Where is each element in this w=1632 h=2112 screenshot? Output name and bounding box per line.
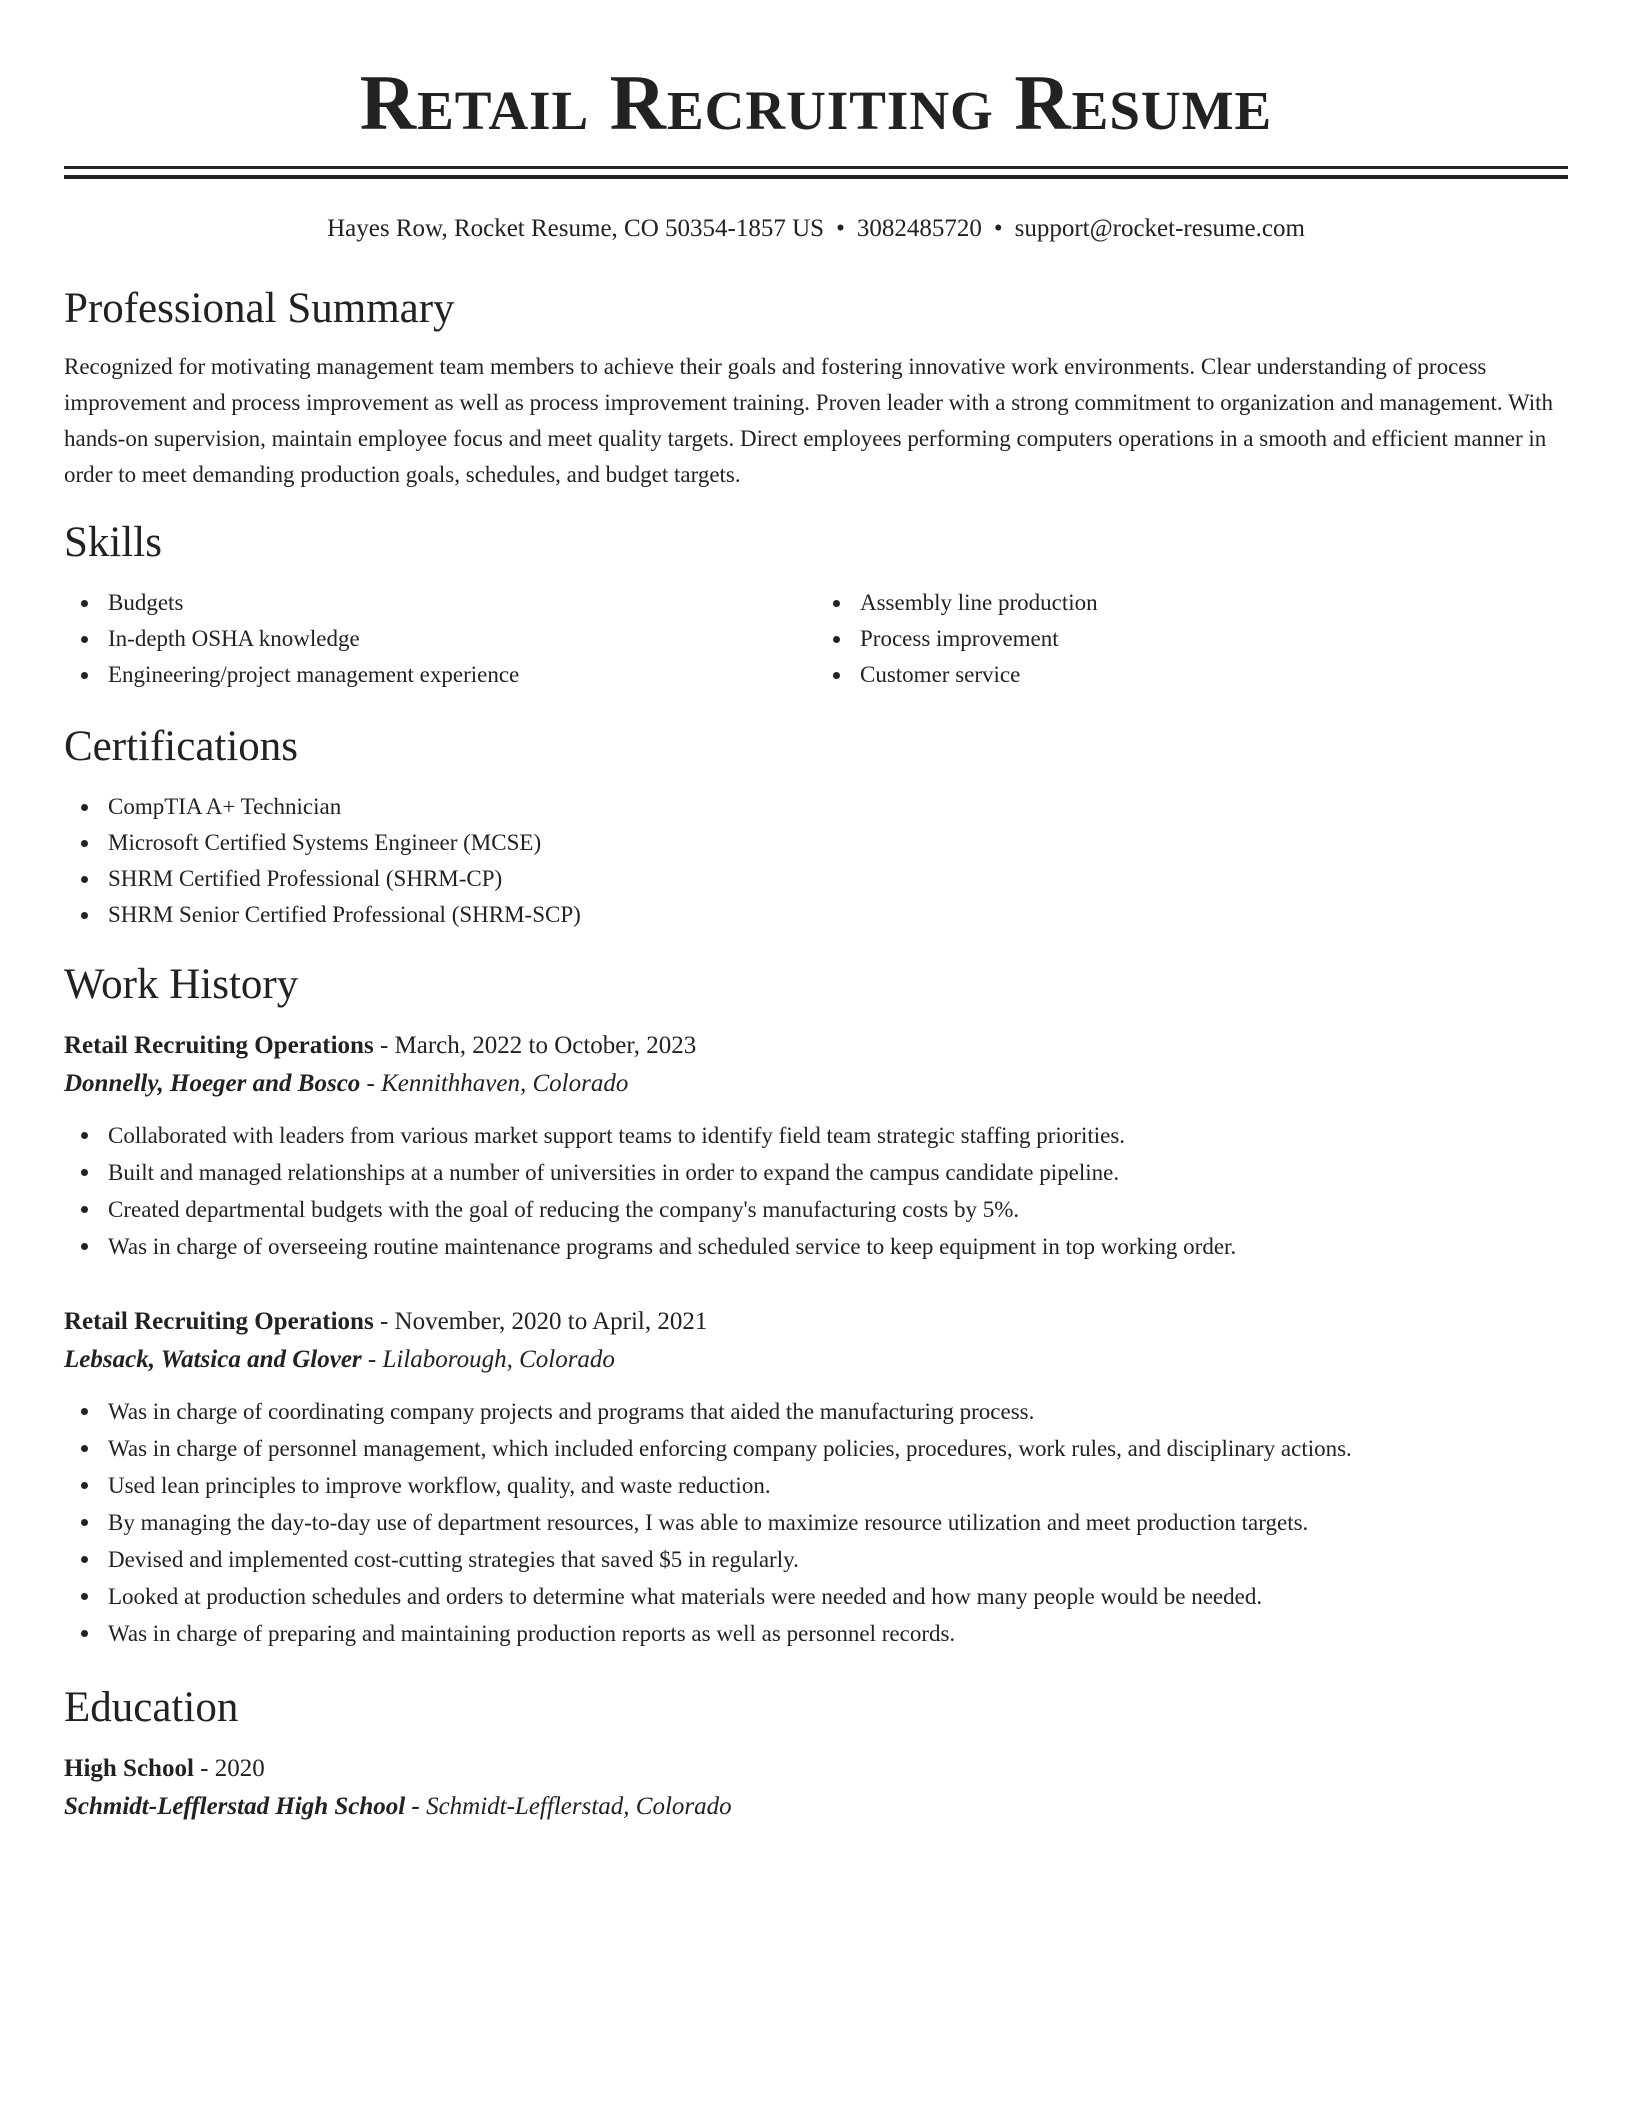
job-company: Lebsack, Watsica and Glover — [64, 1346, 362, 1373]
summary-heading: Professional Summary — [64, 285, 455, 332]
job-dates: November, 2020 to April, 2021 — [394, 1308, 708, 1335]
certifications-list — [64, 789, 1568, 933]
dash: - — [367, 1346, 377, 1373]
job-entry — [64, 1027, 1568, 1265]
title-rule-top — [64, 166, 1568, 169]
job-bullet: Looked at production schedules and orders to determine what materials were needed and how many people would be needed. — [64, 1578, 1568, 1615]
education-school-line — [64, 1788, 1568, 1826]
contact-line — [64, 213, 1568, 245]
job-title: Retail Recruiting Operations — [64, 1308, 374, 1335]
certification-item: Microsoft Certified Systems Engineer (MCSE) — [64, 825, 1568, 861]
contact-address: Hayes Row, Rocket Resume, CO 50354-1857 US — [327, 215, 825, 242]
job-company-line — [64, 1065, 1568, 1103]
skills-columns — [64, 585, 1568, 693]
certification-item: SHRM Certified Professional (SHRM-CP) — [64, 861, 1568, 897]
job-bullet: Was in charge of personnel management, which included enforcing company policies, procedures, work rules, and disciplinary actions. — [64, 1430, 1568, 1467]
job-title-line — [64, 1303, 1568, 1341]
resume-title: Retail Recruiting Resume — [359, 59, 1273, 146]
contact-phone: 3082485720 — [856, 215, 982, 242]
skills-heading: Skills — [64, 519, 162, 566]
education-year: 2020 — [214, 1755, 265, 1782]
skill-item: Assembly line production — [816, 585, 1568, 621]
skill-item: Budgets — [64, 585, 816, 621]
skill-item: Process improvement — [816, 621, 1568, 657]
education-location: Schmidt-Lefflerstad, Colorado — [426, 1793, 732, 1820]
job-bullet: Devised and implemented cost-cutting strategies that saved $5 in regularly. — [64, 1541, 1568, 1578]
dash: - — [200, 1755, 209, 1782]
job-bullet: Created departmental budgets with the goal of reducing the company's manufacturing costs by 5%. — [64, 1191, 1568, 1228]
dash: - — [379, 1032, 389, 1059]
job-dates: March, 2022 to October, 2023 — [394, 1032, 697, 1059]
job-bullet: By managing the day-to-day use of department resources, I was able to maximize resource utilization and meet production targets. — [64, 1504, 1568, 1541]
certifications-heading: Certifications — [64, 723, 299, 770]
education-heading: Education — [64, 1684, 239, 1731]
certification-item: SHRM Senior Certified Professional (SHRM-SCP) — [64, 897, 1568, 933]
dash: - — [379, 1308, 389, 1335]
skill-item: Customer service — [816, 657, 1568, 693]
job-entry — [64, 1303, 1568, 1652]
job-bullets — [64, 1117, 1568, 1265]
title-rule-bottom — [64, 175, 1568, 179]
resume-page — [64, 0, 1568, 1826]
job-bullet: Was in charge of coordinating company projects and programs that aided the manufacturing process. — [64, 1393, 1568, 1430]
job-company-line — [64, 1341, 1568, 1379]
education-degree-line — [64, 1750, 1568, 1788]
contact-separator: • — [993, 215, 1003, 242]
skill-item: In-depth OSHA knowledge — [64, 621, 816, 657]
job-location: Lilaborough, Colorado — [382, 1346, 615, 1373]
job-bullet: Was in charge of preparing and maintaining production reports as well as personnel records. — [64, 1615, 1568, 1652]
skills-right-list — [816, 585, 1568, 693]
contact-email: support@rocket-resume.com — [1014, 215, 1305, 242]
certification-item: CompTIA A+ Technician — [64, 789, 1568, 825]
job-title: Retail Recruiting Operations — [64, 1032, 374, 1059]
job-company: Donnelly, Hoeger and Bosco — [64, 1070, 361, 1097]
education-entry — [64, 1750, 1568, 1826]
job-bullet: Used lean principles to improve workflow, quality, and waste reduction. — [64, 1467, 1568, 1504]
education-school: Schmidt-Lefflerstad High School — [64, 1793, 406, 1820]
job-bullet: Collaborated with leaders from various market support teams to identify field team strategic staffing priorities. — [64, 1117, 1568, 1154]
job-title-line — [64, 1027, 1568, 1065]
job-location: Kennithhaven, Colorado — [381, 1070, 629, 1097]
skills-left-list — [64, 585, 816, 693]
dash: - — [366, 1070, 375, 1097]
summary-text: Recognized for motivating management team members to achieve their goals and fostering innovative work environments. Clear understanding of process improvement and process improvement as well as process improvement training. Proven leader with a strong commitment to organization and management. With hands-on supervision, maintain employee focus and meet quality targets. Direct employees performing computers operations in a smooth and efficient manner in order to meet demanding production goals, schedules, and budget targets. — [64, 354, 1554, 487]
education-degree: High School — [64, 1755, 194, 1782]
skill-item: Engineering/project management experience — [64, 657, 816, 693]
dash: - — [411, 1793, 420, 1820]
job-bullet: Built and managed relationships at a number of universities in order to expand the campus candidate pipeline. — [64, 1154, 1568, 1191]
contact-separator: • — [836, 215, 845, 242]
job-bullets — [64, 1393, 1568, 1652]
work-history-heading: Work History — [64, 961, 299, 1008]
job-bullet: Was in charge of overseeing routine maintenance programs and scheduled service to keep equipment in top working order. — [64, 1228, 1568, 1265]
